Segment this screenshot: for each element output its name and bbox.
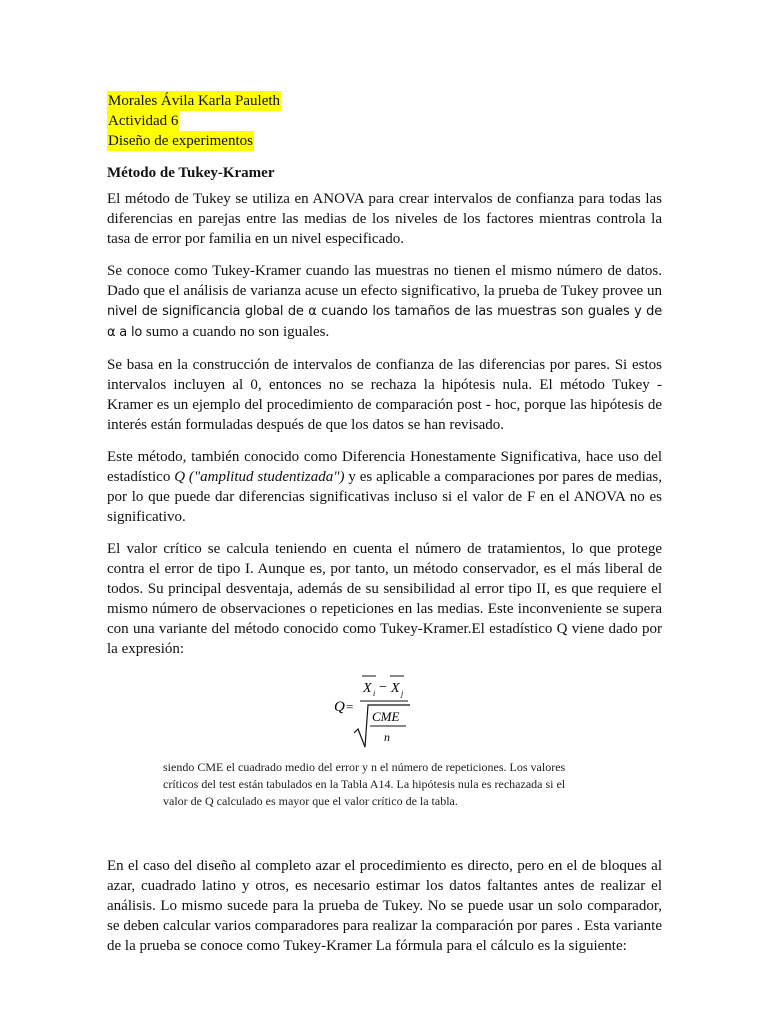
formula-xj: X [391, 681, 400, 696]
formula-equals: = [346, 699, 354, 714]
formula-n: n [384, 730, 390, 744]
paragraph-6: En el caso del diseño al completo azar el procedimiento es directo, pero en el de bloques al azar, cuadrado latino y otros, es necesario estimar los datos faltantes antes de realizar el análisis. Lo mismo sucede para la prueba de Tukey. No se puede usar un solo comparador, se deben calcular varios comparadores para realizar la comparación por pares . Esta variante de la prueba se conoce como Tukey-Kramer La fórmula para el cálculo es la siguiente: [107, 858, 662, 954]
course-name: Diseño de experimentos [108, 133, 253, 149]
formula-minus: − [379, 680, 387, 695]
author-name: Morales Ávila Karla Pauleth [108, 93, 281, 109]
paragraph-3: Se basa en la construcción de intervalos de confianza de las diferencias por pares. Si estos intervalos incluyen al 0, entonces no se rechaza la hipótesis nula. El método Tukey - Kramer es un ejemplo del procedimiento de comparación post - hoc, porque las hipótesis de interés están formuladas después de que los datos se han revisado. [107, 357, 662, 433]
section-title: Método de Tukey-Kramer [107, 165, 275, 181]
paragraph-4-part-c: y es aplicable a comparaciones por pares de medias, por lo que puede dar diferencias significativas incluso si el valor de F en el ANOVA no es significativo. [107, 469, 663, 525]
formula-q: Q [334, 699, 345, 715]
paragraph-2-part-c: sumo a cuando no son iguales. [142, 324, 330, 340]
paragraph-1: El método de Tukey se utiliza en ANOVA para crear intervalos de confianza para todas las diferencias en parejas entre las medias de los niveles de los factores mientras controla la tasa de error por familia en un nivel especificado. [107, 191, 662, 247]
paragraph-4-part-b: Q ("amplitud studentizada") [174, 469, 345, 485]
formula-sub-i: i [373, 689, 376, 698]
spacer [107, 810, 662, 856]
paragraph-4 [107, 447, 662, 527]
paragraph-5: El valor crítico se calcula teniendo en cuenta el número de tratamientos, lo que protege contra el error de tipo I. Aunque es, por tanto, un método conservador, es el más liberal de todos. Su principal desventaja, además de su sensibilidad al error tipo II, es que requiere el mismo número de observaciones o repeticiones en las medias. Este inconveniente se supera con una variante del método conocido como Tukey-Kramer.El estadístico Q viene dado por la expresión: [107, 541, 662, 657]
formula-cme: CME [372, 709, 400, 724]
paragraph-2-part-a: Se conoce como Tukey-Kramer cuando las muestras no tienen el mismo número de datos. Dado que el análisis de varianza acuse un efecto significativo, la prueba de Tukey provee un [107, 263, 662, 299]
figure-caption: siendo CME el cuadrado medio del error y n el número de repeticiones. Los valores críticos del test están tabulados en la Tabla A14. La hipótesis nula es rechazada si el valor de Q calculado es mayor que el valor crítico de la tabla. [163, 760, 566, 808]
formula-sub-j: j [401, 689, 404, 698]
formula-graphic [332, 671, 432, 751]
document-body [107, 91, 662, 968]
paragraph-2 [107, 261, 662, 343]
paragraph-2-part-b: nivel de significancia global de α cuando los tamaños de las muestras son guales y de α a lo [107, 304, 662, 340]
formula-xi: X [363, 681, 372, 696]
tukey-formula [107, 671, 662, 751]
activity-label: Actividad 6 [108, 113, 179, 129]
paragraph-4-part-a: Este método, también conocido como Diferencia Honestamente Significativa, hace uso del estadístico [107, 449, 662, 485]
